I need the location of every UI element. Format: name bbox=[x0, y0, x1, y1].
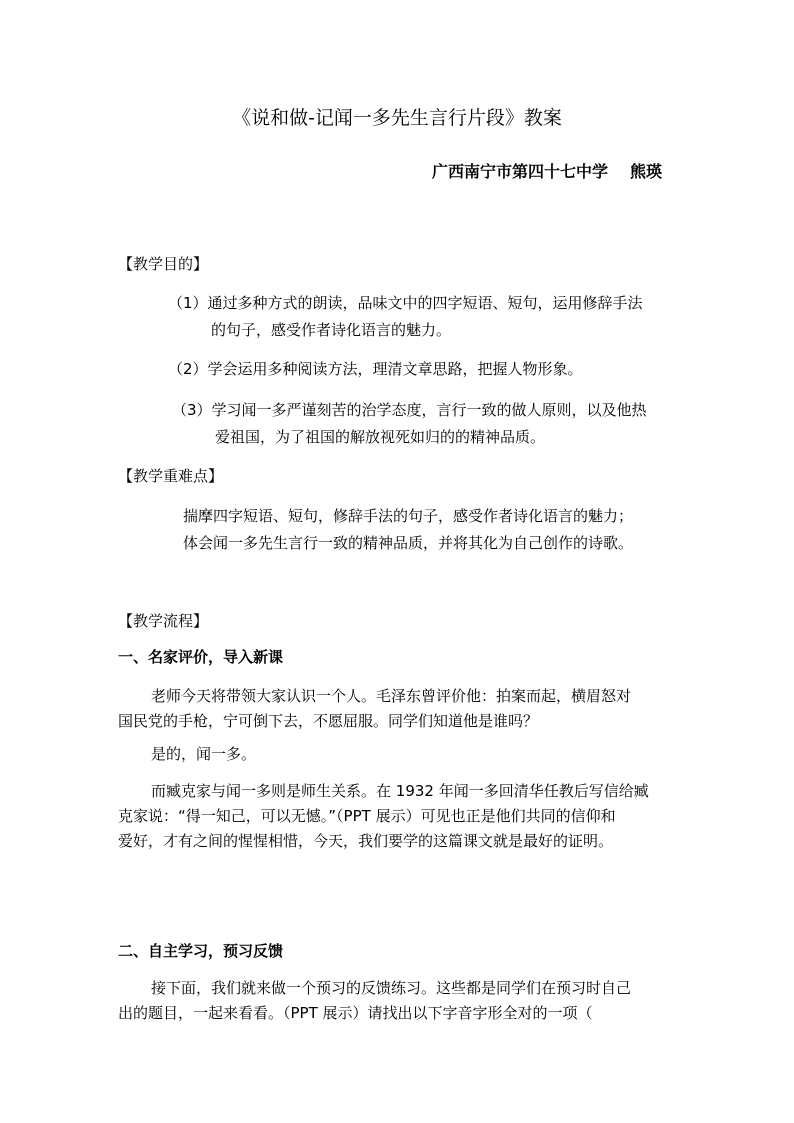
section-2-para-1-line-1: 接下面，我们就来做一个预习的反馈练习。这些都是同学们在预习时自己 bbox=[151, 979, 632, 997]
section-1-para-1-line-1: 老师今天将带领大家认识一个人。毛泽东曾评价他：拍案而起，横眉怒对 bbox=[151, 687, 632, 705]
objective-2-line-1: （2）学会运用多种阅读方法，理清文章思路，把握人物形象。 bbox=[168, 360, 583, 378]
section-1-para-3-line-1: 而臧克家与闻一多则是师生关系。在 1932 年闻一多回清华任教后写信给臧 bbox=[151, 782, 649, 800]
section-1-para-3-line-2: 克家说：“得一知己，可以无憾。”（PPT 展示）可见也正是他们共同的信仰和 bbox=[118, 807, 616, 825]
section-1-title: 一、名家评价，导入新课 bbox=[118, 648, 284, 666]
objective-3-line-2: 爱祖国，为了祖国的解放视死如归的的精神品质。 bbox=[215, 428, 546, 446]
key-point-line-1: 揣摩四字短语、短句，修辞手法的句子，感受作者诗化语言的魅力； bbox=[183, 507, 634, 525]
objective-1-line-1: （1）通过多种方式的朗读，品味文中的四字短语、短句，运用修辞手法 bbox=[168, 294, 643, 312]
section-1-para-1-line-2: 国民党的手枪，宁可倒下去，不愿屈服。同学们知道他是谁吗？ bbox=[118, 712, 539, 730]
section-1-para-3-line-3: 爱好，才有之间的惺惺相惜，今天，我们要学的这篇课文就是最好的证明。 bbox=[118, 832, 614, 850]
author-line bbox=[432, 162, 662, 182]
key-point-line-2: 体会闻一多先生言行一致的精神品质，并将其化为自己创作的诗歌。 bbox=[183, 534, 634, 552]
objectives-heading: 【教学目的】 bbox=[118, 255, 209, 273]
objective-1-line-2: 的句子，感受作者诗化语言的魅力。 bbox=[211, 321, 452, 339]
section-2-title: 二、自主学习，预习反馈 bbox=[118, 942, 284, 960]
author-name: 熊瑛 bbox=[629, 162, 662, 181]
key-points-heading: 【教学重难点】 bbox=[118, 467, 224, 485]
author-school: 广西南宁市第四十七中学 bbox=[431, 162, 608, 181]
section-2-para-1-line-2: 出的题目，一起来看看。（PPT 展示）请找出以下字音字形全对的一项（ bbox=[118, 1004, 593, 1022]
objective-3-line-1: （3）学习闻一多严谨刻苦的治学态度，言行一致的做人原则，以及他热 bbox=[172, 401, 647, 419]
page-title: 《说和做-记闻一多先生言行片段》教案 bbox=[232, 107, 562, 129]
process-heading: 【教学流程】 bbox=[118, 612, 209, 630]
section-1-para-2-line-1: 是的，闻一多。 bbox=[151, 745, 257, 763]
